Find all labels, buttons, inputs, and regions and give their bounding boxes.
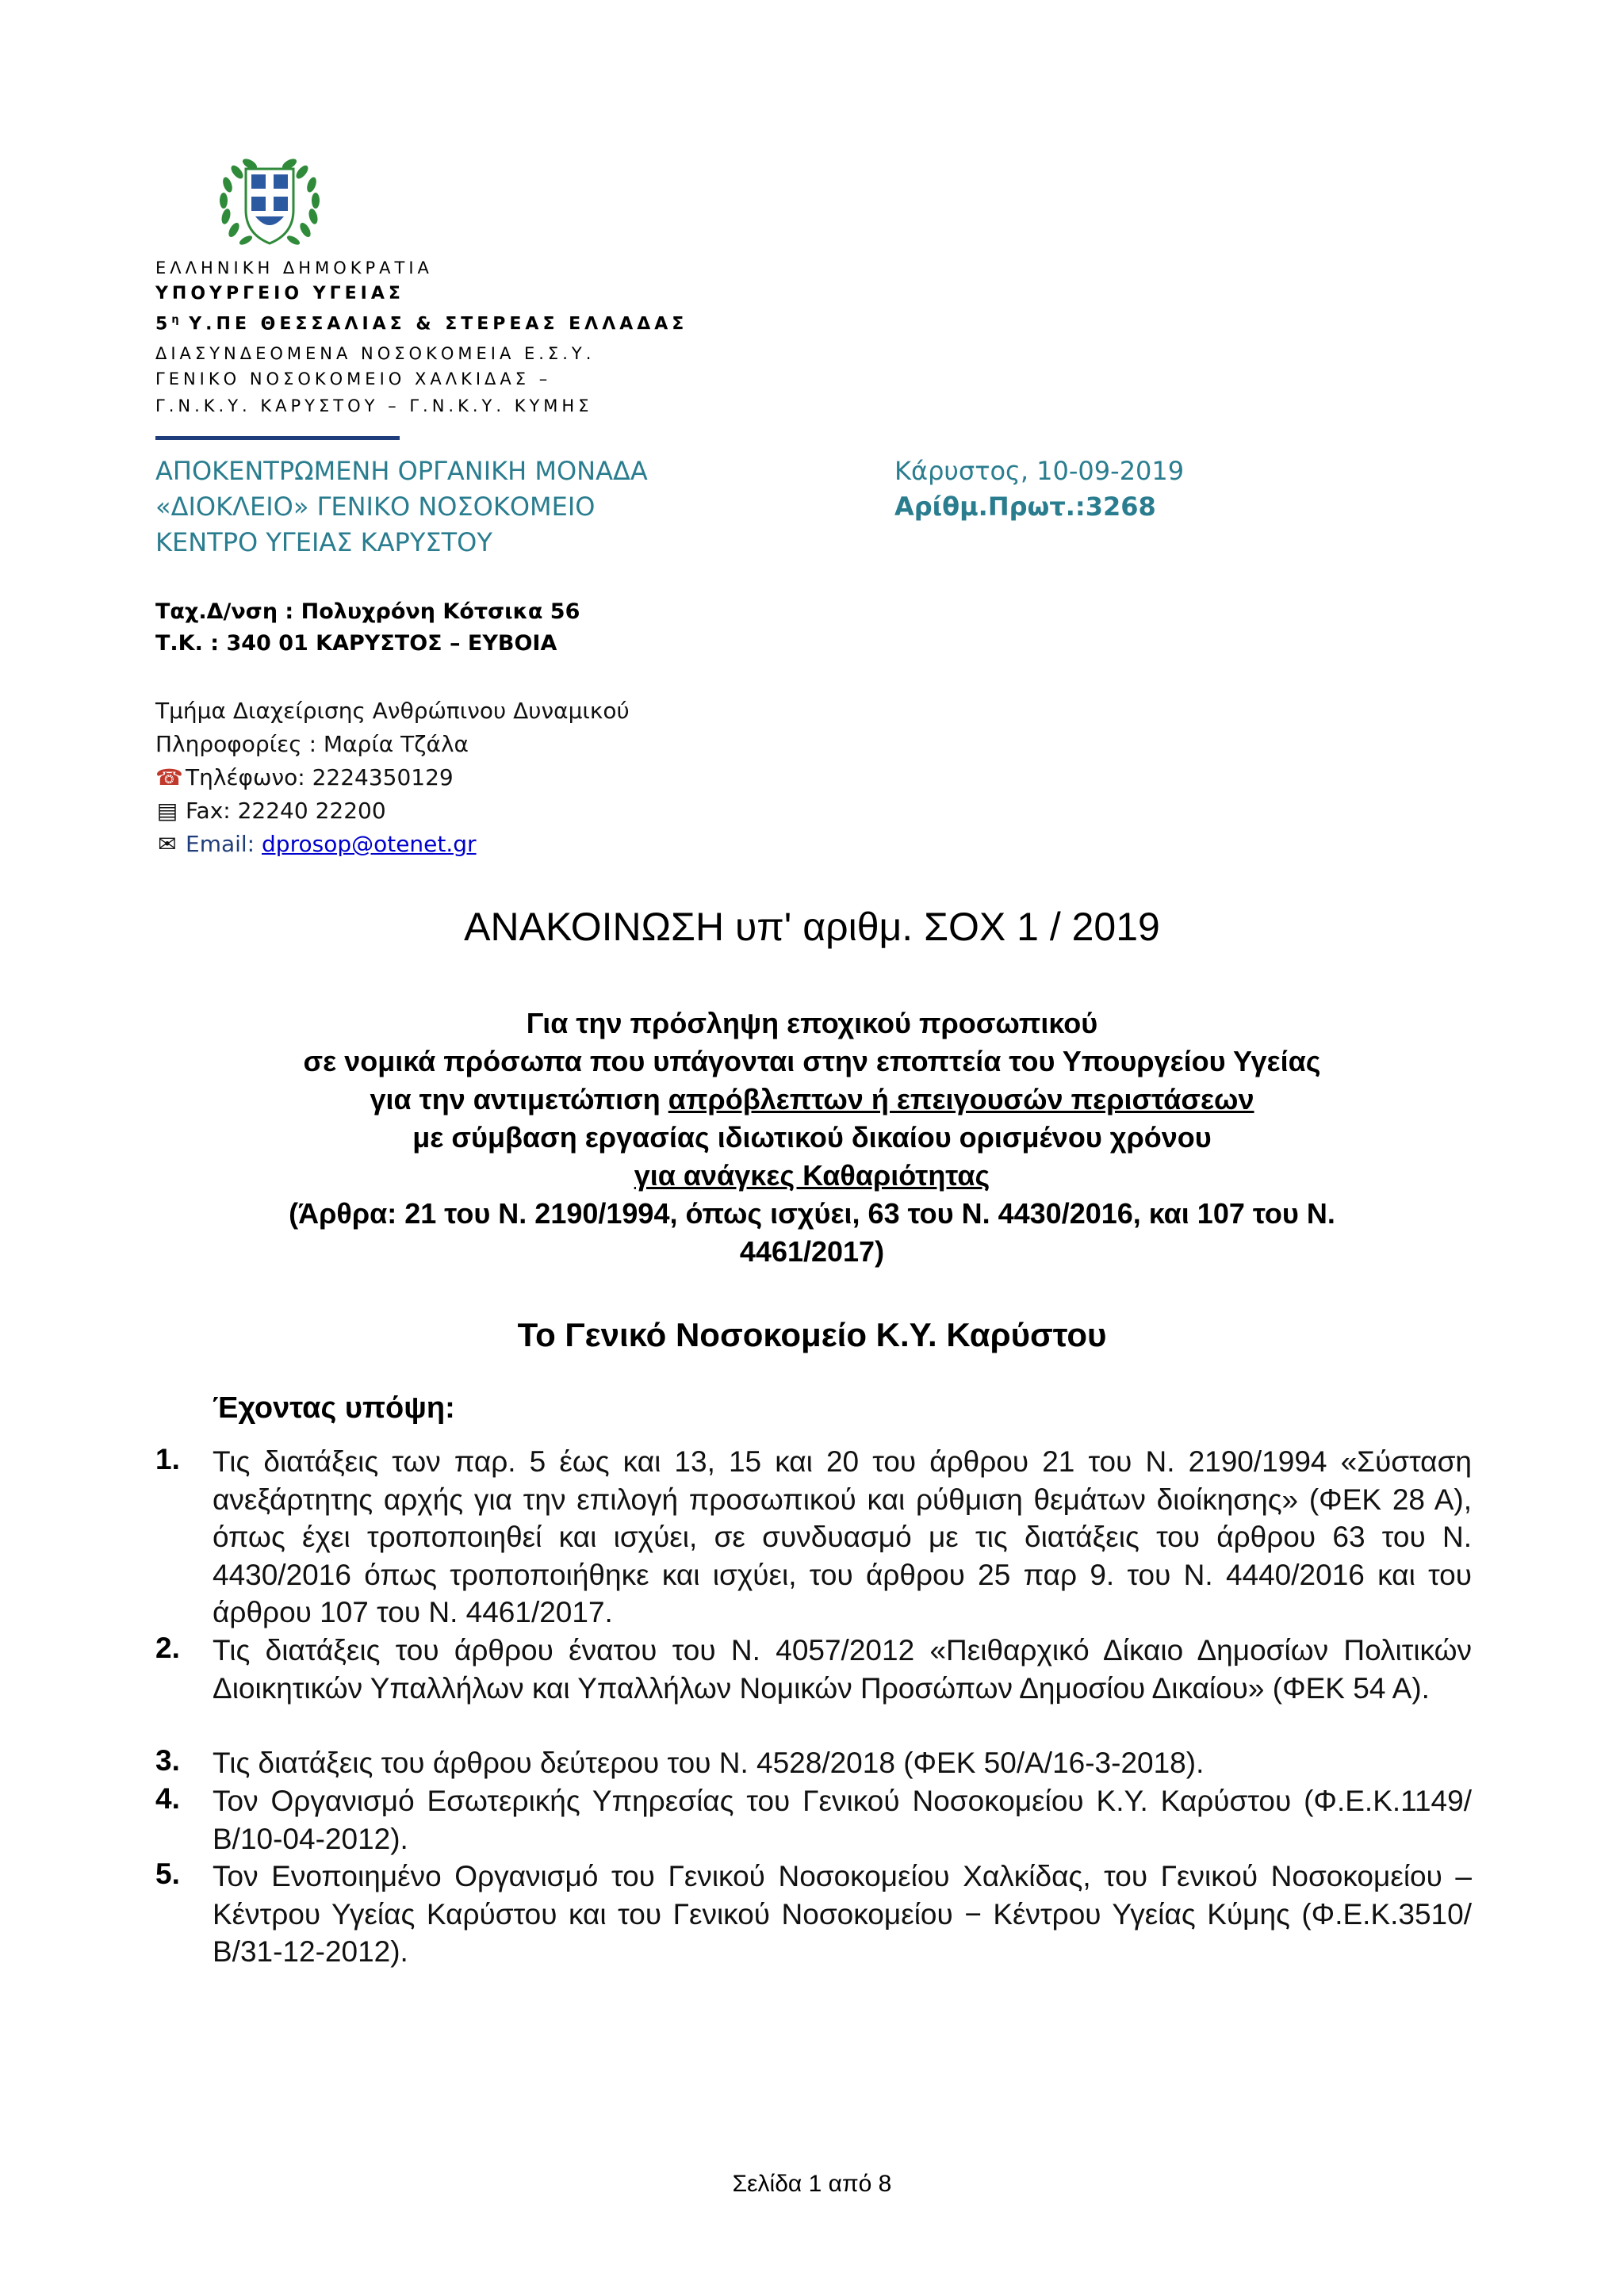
- subject-line-3: [0, 1083, 1624, 1116]
- fax-icon: ▤: [156, 798, 178, 824]
- subject-line-3-prefix: για την αντιμετώπιση: [370, 1083, 668, 1115]
- list-item-number: 1.: [155, 1443, 180, 1475]
- list-item-number: 4.: [155, 1782, 180, 1815]
- list-item-number: 5.: [155, 1858, 180, 1890]
- header-region-ordinal: η: [171, 314, 179, 326]
- subject-line-1: Για την πρόσληψη εποχικού προσωπικού: [526, 1007, 1098, 1039]
- list-item-number: 2.: [155, 1632, 180, 1664]
- list-item-number: 3.: [155, 1744, 180, 1777]
- header-health-region: [155, 314, 688, 334]
- list-item-text: Τον Οργανισμό Εσωτερικής Υπηρεσίας του Γενικού Νοσοκομείου Κ.Υ. Καρύστου (Φ.Ε.Κ.1149/Β/10-04-2012).: [213, 1785, 1472, 1855]
- org-unit-line1: ΑΠΟΚΕΝΤΡΩΜΕΝΗ ΟΡΓΑΝΙΚΗ ΜΟΝΑΔΑ: [155, 456, 648, 486]
- department-name: Τμήμα Διαχείρισης Ανθρώπινου Δυναμικού: [155, 698, 630, 724]
- subject-line-2: σε νομικά πρόσωπα που υπάγονται στην εποπτεία του Υπουργείου Υγείας: [303, 1045, 1321, 1077]
- email-label: Email:: [186, 831, 262, 857]
- greek-coat-of-arms-emblem: [210, 155, 329, 258]
- hospital-heading: Το Γενικό Νοσοκομείο Κ.Υ. Καρύστου: [517, 1316, 1107, 1353]
- phone-line: [155, 764, 454, 790]
- postal-address: Ταχ.Δ/νση : Πολυχρόνη Κότσικα 56: [155, 599, 580, 624]
- postal-code: Τ.Κ. : 340 01 ΚΑΡΥΣΤΟΣ – ΕΥΒΟΙΑ: [155, 631, 557, 656]
- fax-text: Fax: 22240 22200: [186, 798, 386, 824]
- header-republic: ΕΛΛΗΝΙΚΗ ΔΗΜΟΚΡΑΤΙΑ: [155, 258, 433, 277]
- header-divider: [155, 436, 400, 440]
- announcement-title: ΑΝΑΚΟΙΝΩΣΗ υπ' αριθμ. ΣΟΧ 1 / 2019: [464, 905, 1160, 949]
- header-hospitals-karystos-kymi: Γ.Ν.Κ.Υ. ΚΑΡΥΣΤΟΥ – Γ.Ν.Κ.Υ. ΚΥΜΗΣ: [155, 396, 593, 415]
- list-item-text: Τις διατάξεις των παρ. 5 έως και 13, 15 και 20 του άρθρου 21 του Ν. 2190/1994 «Σύσταση ανεξάρτητης αρχής για την επιλογή προσωπικού και ρύθμιση θεμάτων διοίκησης» (ΦΕΚ 28 Α), όπως έχει τροποποιηθεί και ισχύει, σε συνδυασμό με τις διατάξεις του άρθρου 63 του Ν. 4430/2016 όπως τροποποιήθηκε και ισχύει, του άρθρου 25 παρ 9. του Ν. 4440/2016 και του άρθρου 107 του Ν. 4461/2017.: [213, 1445, 1472, 1628]
- page-footer: Σελίδα 1 από 8: [732, 2171, 892, 2197]
- header-connected-hospitals: ΔΙΑΣΥΝΔΕΟΜΕΝΑ ΝΟΣΟΚΟΜΕΙΑ Ε.Σ.Υ.: [155, 344, 596, 363]
- header-hospital-chalkida: ΓΕΝΙΚΟ ΝΟΣΟΚΟΜΕΙΟ ΧΑΛΚΙΔΑΣ –: [155, 369, 552, 388]
- considering-heading: Έχοντας υπόψη:: [213, 1391, 455, 1425]
- list-item-text: Τις διατάξεις του άρθρου δεύτερου του Ν. 4528/2018 (ΦΕΚ 50/Α/16-3-2018).: [213, 1747, 1205, 1779]
- phone-icon: ☎: [155, 764, 183, 790]
- list-item-text: Τον Ενοποιημένο Οργανισμό του Γενικού Νοσοκομείου Χαλκίδας, του Γενικού Νοσοκομείου – Κέντρου Υγείας Καρύστου και του Γενικού Νοσοκομείου − Κέντρου Υγείας Κύμης (Φ.Ε.Κ.3510/Β/31-12-2012).: [213, 1860, 1472, 1968]
- email-line: [155, 831, 477, 857]
- subject-line-3-underlined: απρόβλεπτων ή επειγουσών περιστάσεων: [668, 1083, 1254, 1115]
- email-icon: ✉: [158, 831, 177, 857]
- fax-line: [155, 798, 386, 824]
- document-date: Κάρυστος, 10-09-2019: [894, 456, 1185, 486]
- subject-line-7: 4461/2017): [739, 1235, 885, 1268]
- list-item-text: Τις διατάξεις του άρθρου ένατου του Ν. 4057/2012 «Πειθαρχικό Δίκαιο Δημοσίων Πολιτικών Διοικητικών Υπαλλήλων και Υπαλλήλων Νομικών Προσώπων Δημοσίου Δικαίου» (ΦΕΚ 54 Α).: [213, 1634, 1472, 1705]
- header-region-number: 5: [155, 314, 172, 335]
- subject-line-5-underlined: για ανάγκες Καθαριότητας: [634, 1159, 990, 1192]
- subject-line-5: [0, 1159, 1624, 1192]
- org-unit-line3: ΚΕΝΤΡΟ ΥΓΕΙΑΣ ΚΑΡΥΣΤΟΥ: [155, 527, 492, 557]
- protocol-number: Αρίθμ.Πρωτ.:3268: [894, 492, 1156, 522]
- header-region-name: Υ.ΠΕ ΘΕΣΣΑΛΙΑΣ & ΣΤΕΡΕΑΣ ΕΛΛΑΔΑΣ: [178, 314, 688, 335]
- subject-line-6: (Άρθρα: 21 του Ν. 2190/1994, όπως ισχύει, 63 του Ν. 4430/2016, και 107 του Ν.: [289, 1197, 1335, 1230]
- contact-person: Πληροφορίες : Μαρία Τζάλα: [155, 731, 469, 757]
- email-link[interactable]: dprosop@otenet.gr: [262, 831, 477, 857]
- subject-line-4: με σύμβαση εργασίας ιδιωτικού δικαίου ορισμένου χρόνου: [412, 1121, 1212, 1154]
- header-ministry: ΥΠΟΥΡΓΕΙΟ ΥΓΕΙΑΣ: [155, 284, 404, 304]
- org-unit-line2: «ΔΙΟΚΛΕΙΟ» ΓΕΝΙΚΟ ΝΟΣΟΚΟΜΕΙΟ: [155, 492, 596, 522]
- phone-text: Τηλέφωνο: 2224350129: [186, 764, 454, 790]
